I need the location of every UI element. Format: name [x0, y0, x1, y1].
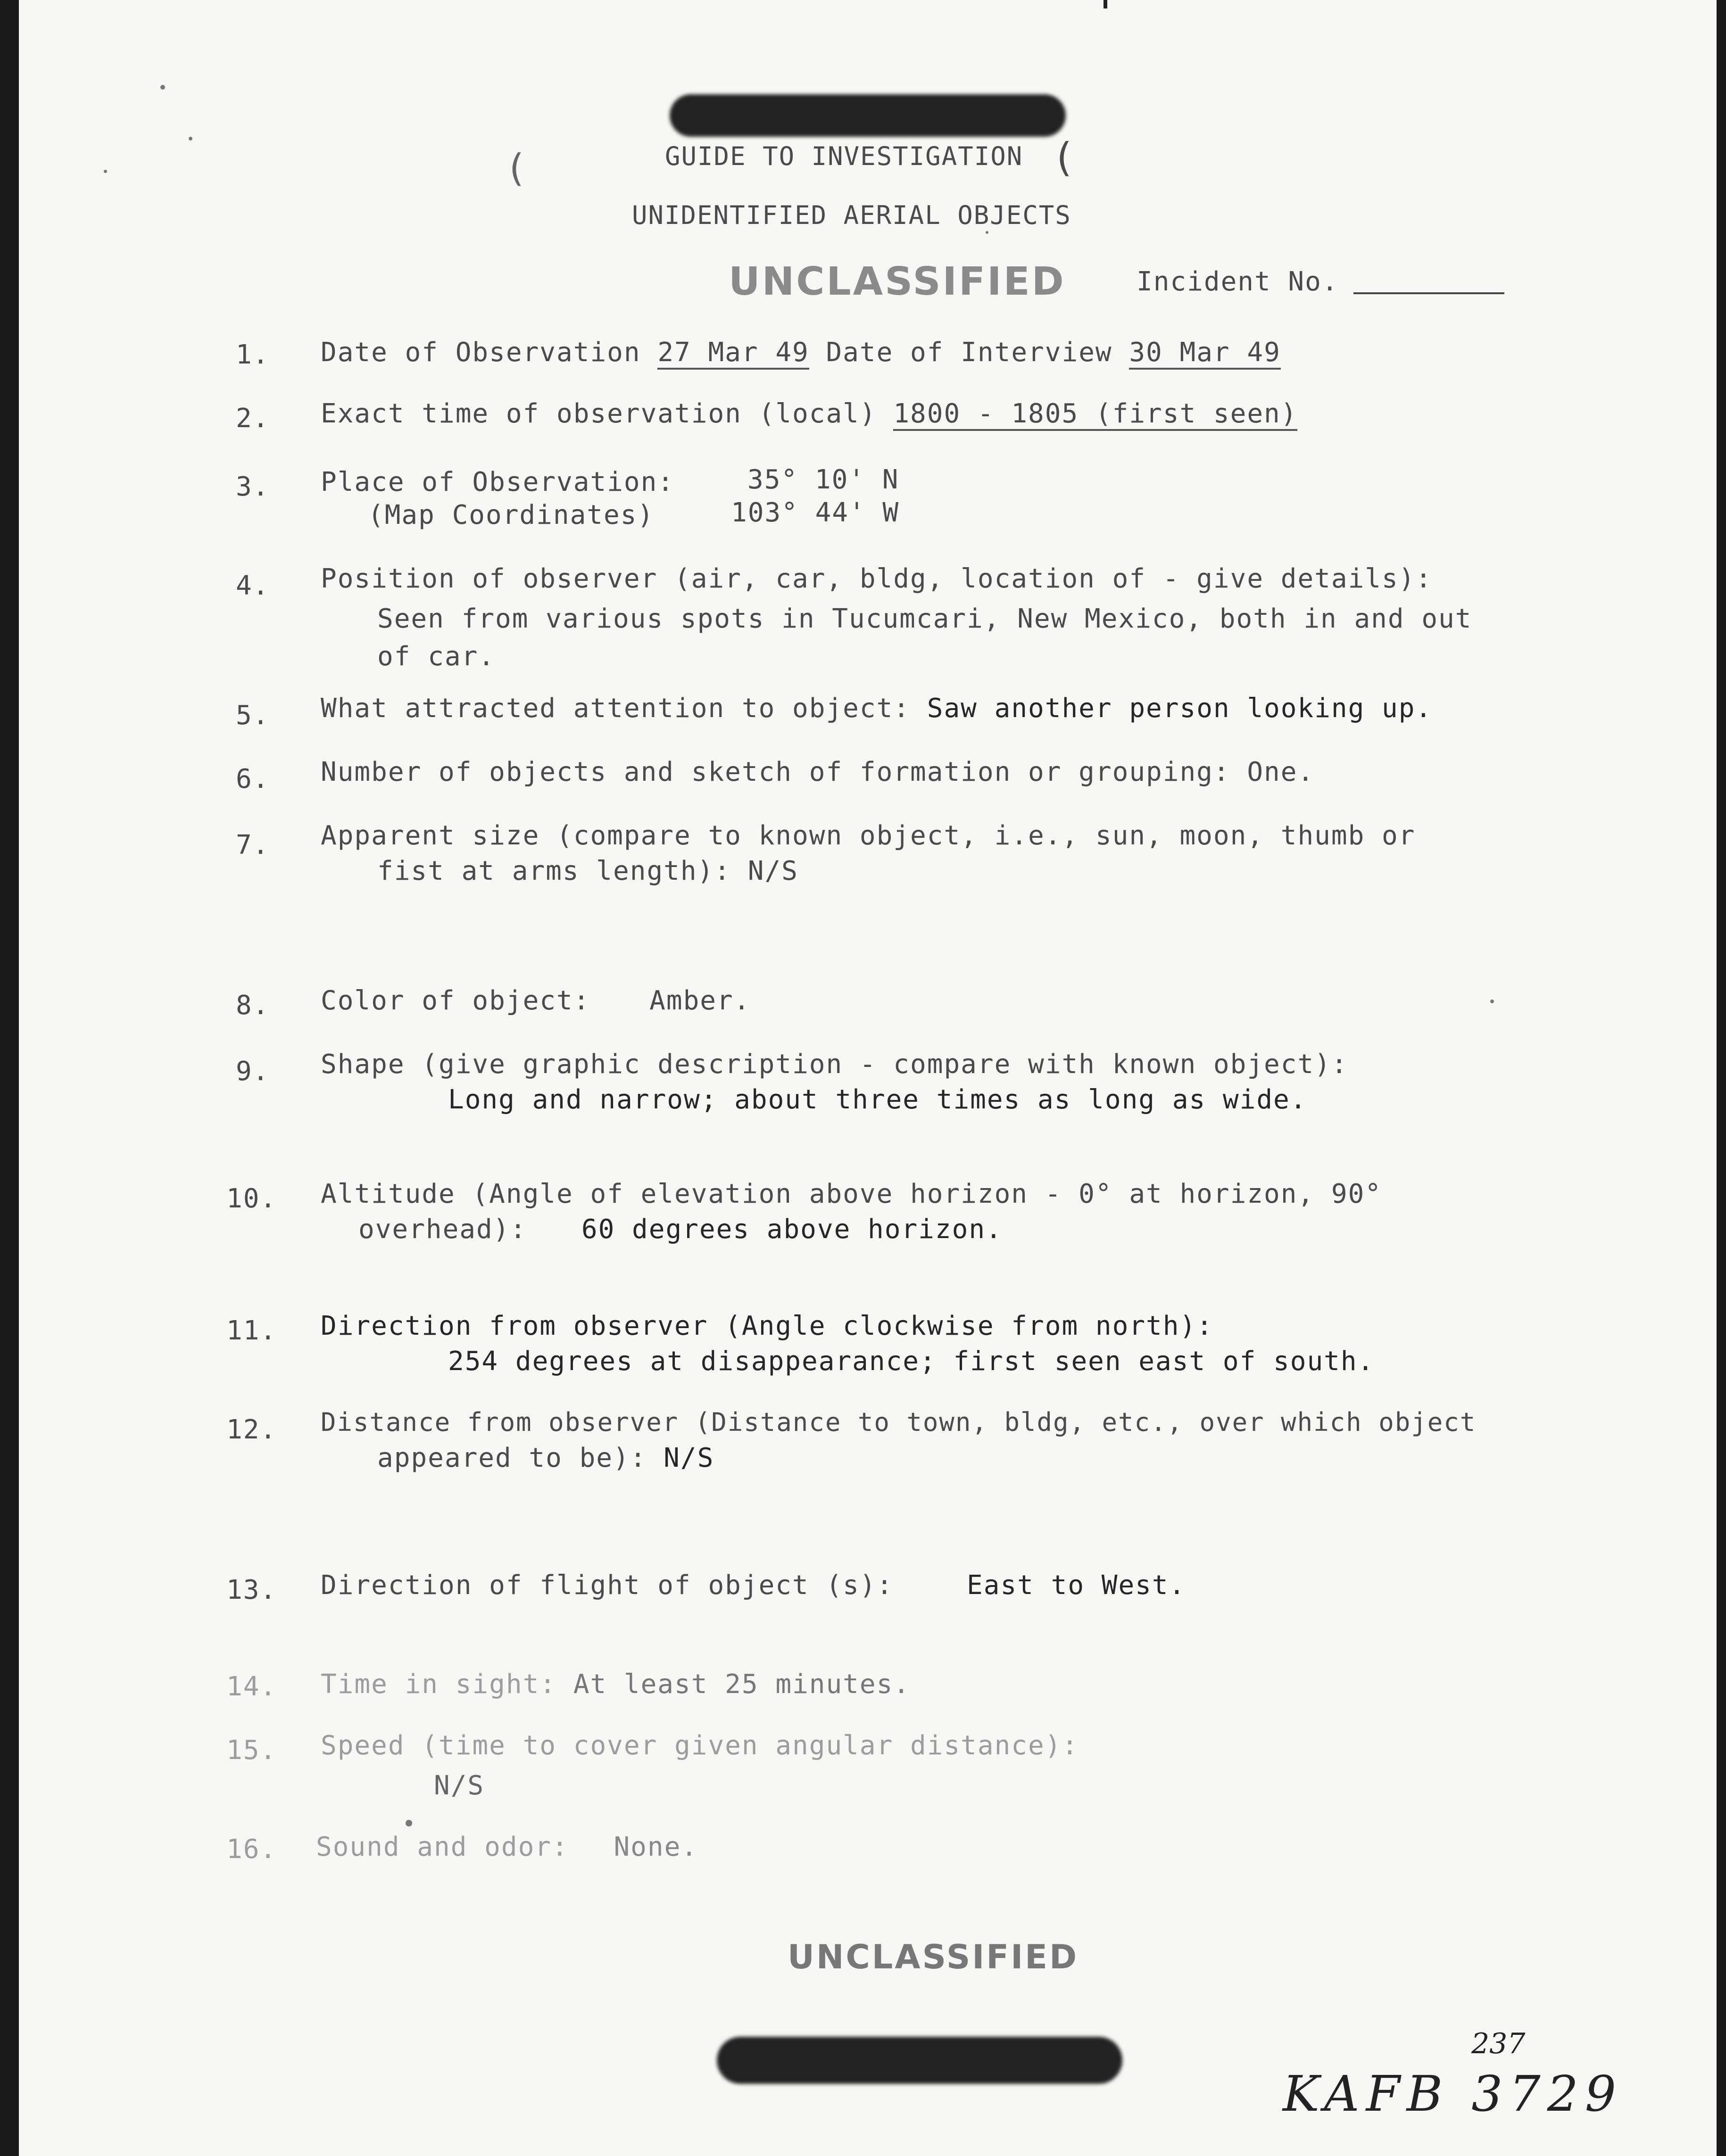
document-page: [19, 0, 1717, 2156]
item-1-line: [321, 337, 1281, 370]
item-7-line-b: [377, 856, 798, 886]
item-8-value: Amber.: [649, 985, 751, 1016]
item-6-label: Number of objects and sketch of formation or grouping:: [321, 757, 1230, 787]
item-10-label-b: overhead):: [358, 1214, 527, 1245]
item-12-number: 12.: [226, 1414, 277, 1445]
item-7-label: Apparent size (compare to known object, i.e., sun, moon, thumb or: [321, 820, 1416, 851]
item-2-value: 1800 - 1805 (first seen): [893, 398, 1297, 431]
page-number-handwritten: 237: [1471, 2027, 1526, 2060]
item-10-line-b: [358, 1214, 1003, 1245]
item-4-number: 4.: [236, 570, 270, 601]
item-3-value-b: 103° 44' W: [731, 497, 900, 528]
item-16-line: [316, 1832, 698, 1862]
item-15-number: 15.: [226, 1735, 277, 1766]
item-3-number: 3.: [236, 471, 270, 502]
item-11-value: 254 degrees at disappearance; first seen east of south.: [448, 1346, 1375, 1377]
item-1-value: 27 Mar 49: [657, 337, 809, 370]
item-6-number: 6.: [236, 764, 270, 794]
item-10-value: 60 degrees above horizon.: [581, 1214, 1003, 1245]
item-2-line: [321, 398, 1297, 431]
item-7-value: N/S: [747, 856, 798, 886]
item-16-value: None.: [614, 1832, 698, 1862]
item-12-label-b: appeared to be):: [377, 1443, 647, 1473]
item-8-number: 8.: [236, 990, 270, 1021]
item-14-number: 14.: [226, 1671, 277, 1702]
speck: [189, 137, 192, 140]
item-8-label: Color of object:: [321, 985, 590, 1016]
classification-stamp-bottom: UNCLASSIFIED: [788, 1938, 1079, 1976]
speck: [104, 170, 107, 173]
item-16-number: 16.: [226, 1834, 277, 1865]
speck: [406, 1820, 412, 1826]
item-3-label: Place of Observation:: [321, 467, 675, 497]
scan-edge-mark: [1104, 0, 1107, 8]
item-12-value: N/S: [664, 1443, 714, 1473]
item-5-line: [321, 693, 1432, 724]
item-4-label: Position of observer (air, car, bldg, location of - give details):: [321, 563, 1433, 594]
item-7-number: 7.: [236, 830, 270, 860]
file-number-handwritten: KAFB 3729: [1283, 2065, 1623, 2123]
item-9-label: Shape (give graphic description - compare with known object):: [321, 1049, 1348, 1080]
item-14-value: At least 25 minutes.: [573, 1669, 911, 1700]
item-15-value: N/S: [434, 1770, 485, 1801]
item-5-label: What attracted attention to object:: [321, 693, 911, 724]
speck: [160, 85, 165, 90]
item-9-number: 9.: [236, 1056, 270, 1087]
item-1-label-2: Date of Interview: [826, 337, 1112, 368]
guide-title: GUIDE TO INVESTIGATION: [665, 141, 1023, 171]
item-13-value: East to West.: [967, 1570, 1186, 1601]
paren-mark-right: (: [1052, 134, 1077, 181]
redaction-top: [670, 94, 1066, 137]
item-6-line: [321, 757, 1314, 787]
item-1-number: 1.: [236, 339, 270, 370]
item-6-value: One.: [1247, 757, 1315, 787]
item-10-label: Altitude (Angle of elevation above horizon - 0° at horizon, 90°: [321, 1179, 1382, 1209]
incident-label: Incident No.: [1137, 266, 1339, 297]
item-11-label: Direction from observer (Angle clockwise from north):: [321, 1311, 1213, 1341]
item-14-line: [321, 1669, 910, 1700]
item-13-number: 13.: [226, 1575, 277, 1605]
speck: [1490, 1000, 1494, 1003]
item-2-number: 2.: [236, 403, 270, 434]
item-9-value: Long and narrow; about three times as long as wide.: [448, 1084, 1307, 1115]
item-1-value-2: 30 Mar 49: [1129, 337, 1280, 370]
item-10-number: 10.: [226, 1183, 277, 1214]
item-3-value: 35° 10' N: [747, 464, 899, 495]
redaction-bottom: [717, 2037, 1122, 2084]
item-14-label: Time in sight:: [321, 1669, 557, 1700]
item-12-label: Distance from observer (Distance to town, bldg, etc., over which object: [321, 1407, 1477, 1437]
item-13-label: Direction of flight of object (s):: [321, 1570, 894, 1601]
item-16-label: Sound and odor:: [316, 1832, 569, 1862]
item-3-label-b: (Map Coordinates): [368, 500, 655, 530]
incident-number-blank: [1353, 292, 1504, 294]
handwritten-paren-mark: (: [505, 146, 529, 190]
classification-stamp-top: UNCLASSIFIED: [729, 259, 1066, 304]
item-5-number: 5.: [236, 700, 270, 731]
item-13-line: [321, 1570, 1186, 1601]
subject-title: UNIDENTIFIED AERIAL OBJECTS: [632, 200, 1071, 230]
item-8-line: [321, 985, 750, 1016]
item-1-label: Date of Observation: [321, 337, 641, 368]
item-4-value-b: of car.: [377, 641, 496, 672]
item-4-value: Seen from various spots in Tucumcari, New Mexico, both in and out: [377, 603, 1472, 634]
item-15-label: Speed (time to cover given angular distance):: [321, 1730, 1079, 1761]
item-7-label-b: fist at arms length):: [377, 856, 731, 886]
item-11-number: 11.: [226, 1315, 277, 1346]
speck: [986, 231, 988, 234]
item-2-label: Exact time of observation (local): [321, 398, 877, 429]
item-5-value: Saw another person looking up.: [927, 693, 1433, 724]
item-12-line-b: [377, 1443, 714, 1473]
